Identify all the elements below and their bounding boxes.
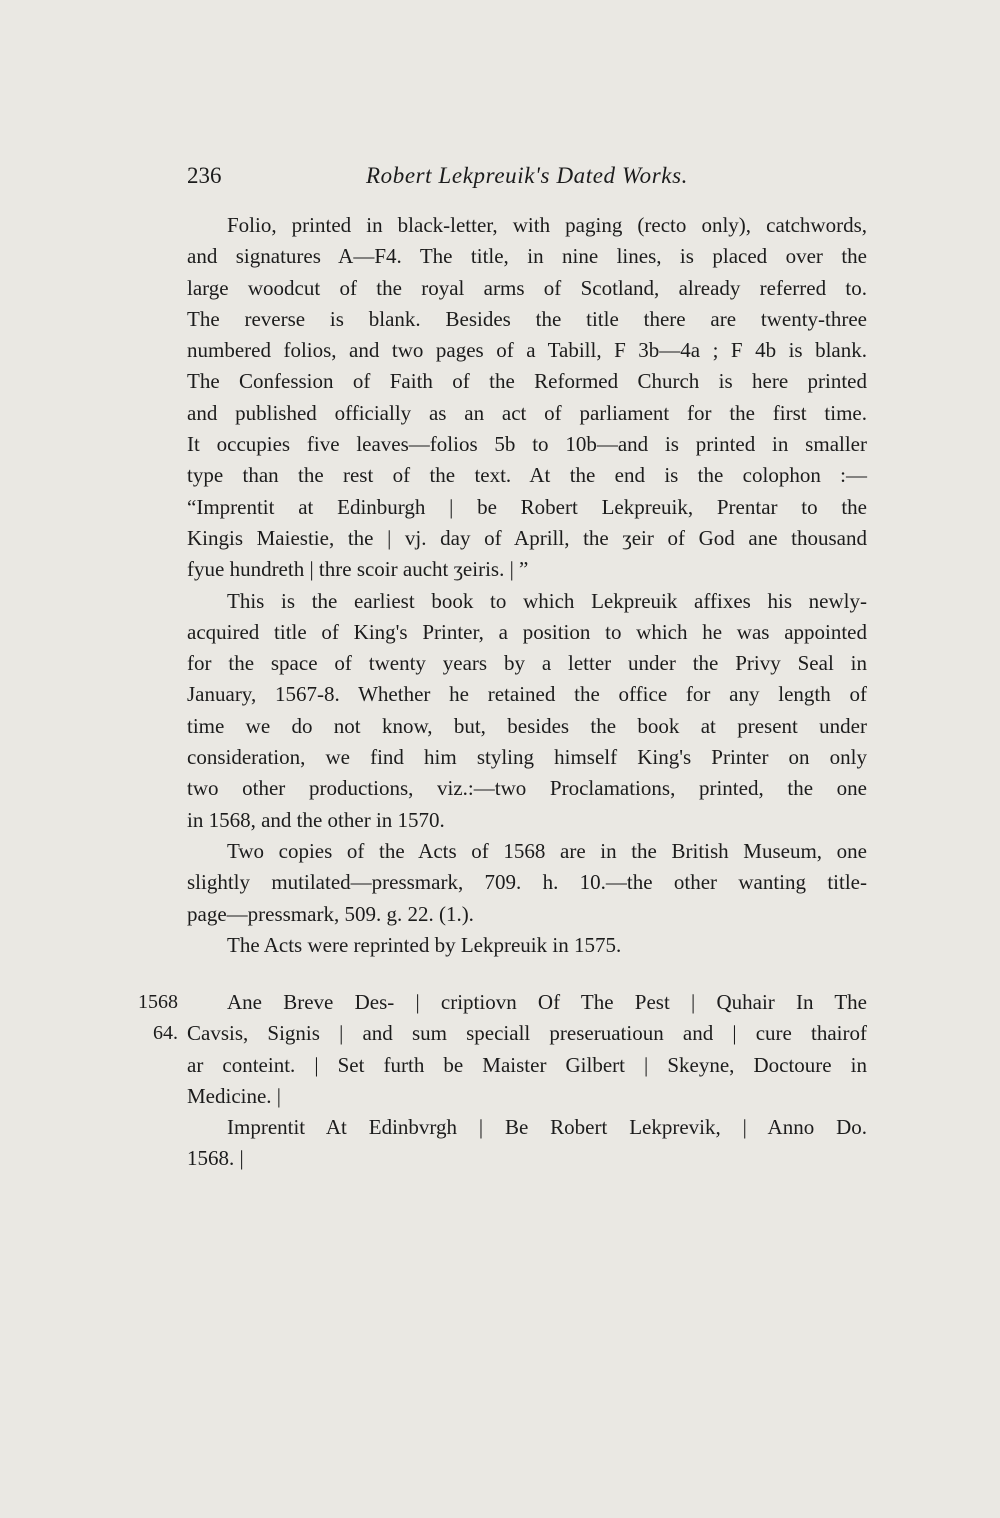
main-text-block [187,210,867,961]
entry-line: ar conteint. | Set furth be Maister Gilbert | Skeyne, Doctoure in [187,1052,867,1077]
text-line: It occupies five leaves—folios 5b to 10b—and is printed in smaller [187,432,867,457]
entry-line: Medicine. | [187,1083,282,1108]
entry-line: Ane Breve Des- | criptiovn Of The Pest | Quhair In The [227,990,867,1014]
text-line: time we do not know, but, besides the book at present under [187,713,867,738]
entry-line: Imprentit At Edinbvrgh | Be Robert Lekprevik, | Anno Do. [227,1115,867,1140]
page-header [187,163,867,197]
text-line: and published officially as an act of parliament for the first time. [187,400,867,425]
running-title: Robert Lekpreuik's Dated Works. [365,163,689,188]
text-line: The Acts were reprinted by Lekpreuik in 1575. [227,932,622,957]
text-line: page—pressmark, 509. g. 22. (1.). [187,901,474,926]
text-line: numbered folios, and two pages of a Tabill, F 3b—4a ; F 4b is blank. [187,338,867,363]
text-line: for the space of twenty years by a letter under the Privy Seal in [187,651,867,676]
text-line: fyue hundreth | thre scoir aucht ʒeiris. | ” [187,557,529,582]
text-line: consideration, we find him styling himself King's Printer on only [187,745,867,770]
entry-line: Cavsis, Signis | and sum speciall preseruatioun and | cure thairof [187,1021,867,1046]
bibliographic-entry [187,987,867,1175]
text-line: slightly mutilated—pressmark, 709. h. 10.—the other wanting title- [187,870,867,895]
text-line: Kingis Maiestie, the | vj. day of Aprill, the ʒeir of God ane thousand [187,525,867,550]
text-line: two other productions, viz.:—two Proclamations, printed, the one [187,776,867,801]
text-line: type than the rest of the text. At the end is the colophon :— [187,463,867,488]
text-line: “Imprentit at Edinburgh | be Robert Lekpreuik, Prentar to the [187,494,867,519]
text-line: This is the earliest book to which Lekpreuik affixes his newly- [227,588,867,613]
text-line: The reverse is blank. Besides the title there are twenty-three [187,306,867,331]
page-number: 236 [187,163,222,188]
text-line: The Confession of Faith of the Reformed Church is here printed [187,369,867,394]
margin-entry-number: 64. [153,1022,178,1044]
text-line: acquired title of King's Printer, a position to which he was appointed [187,619,867,644]
entry-line: 1568. | [187,1146,244,1171]
text-line: and signatures A—F4. The title, in nine lines, is placed over the [187,244,867,269]
text-line: January, 1567-8. Whether he retained the office for any length of [187,682,867,707]
text-line: in 1568, and the other in 1570. [187,807,445,832]
text-line: Folio, printed in black-letter, with paging (recto only), catchwords, [227,213,867,237]
text-line: Two copies of the Acts of 1568 are in the British Museum, one [227,838,867,863]
margin-year: 1568 [138,991,178,1013]
text-line: large woodcut of the royal arms of Scotland, already referred to. [187,275,867,300]
